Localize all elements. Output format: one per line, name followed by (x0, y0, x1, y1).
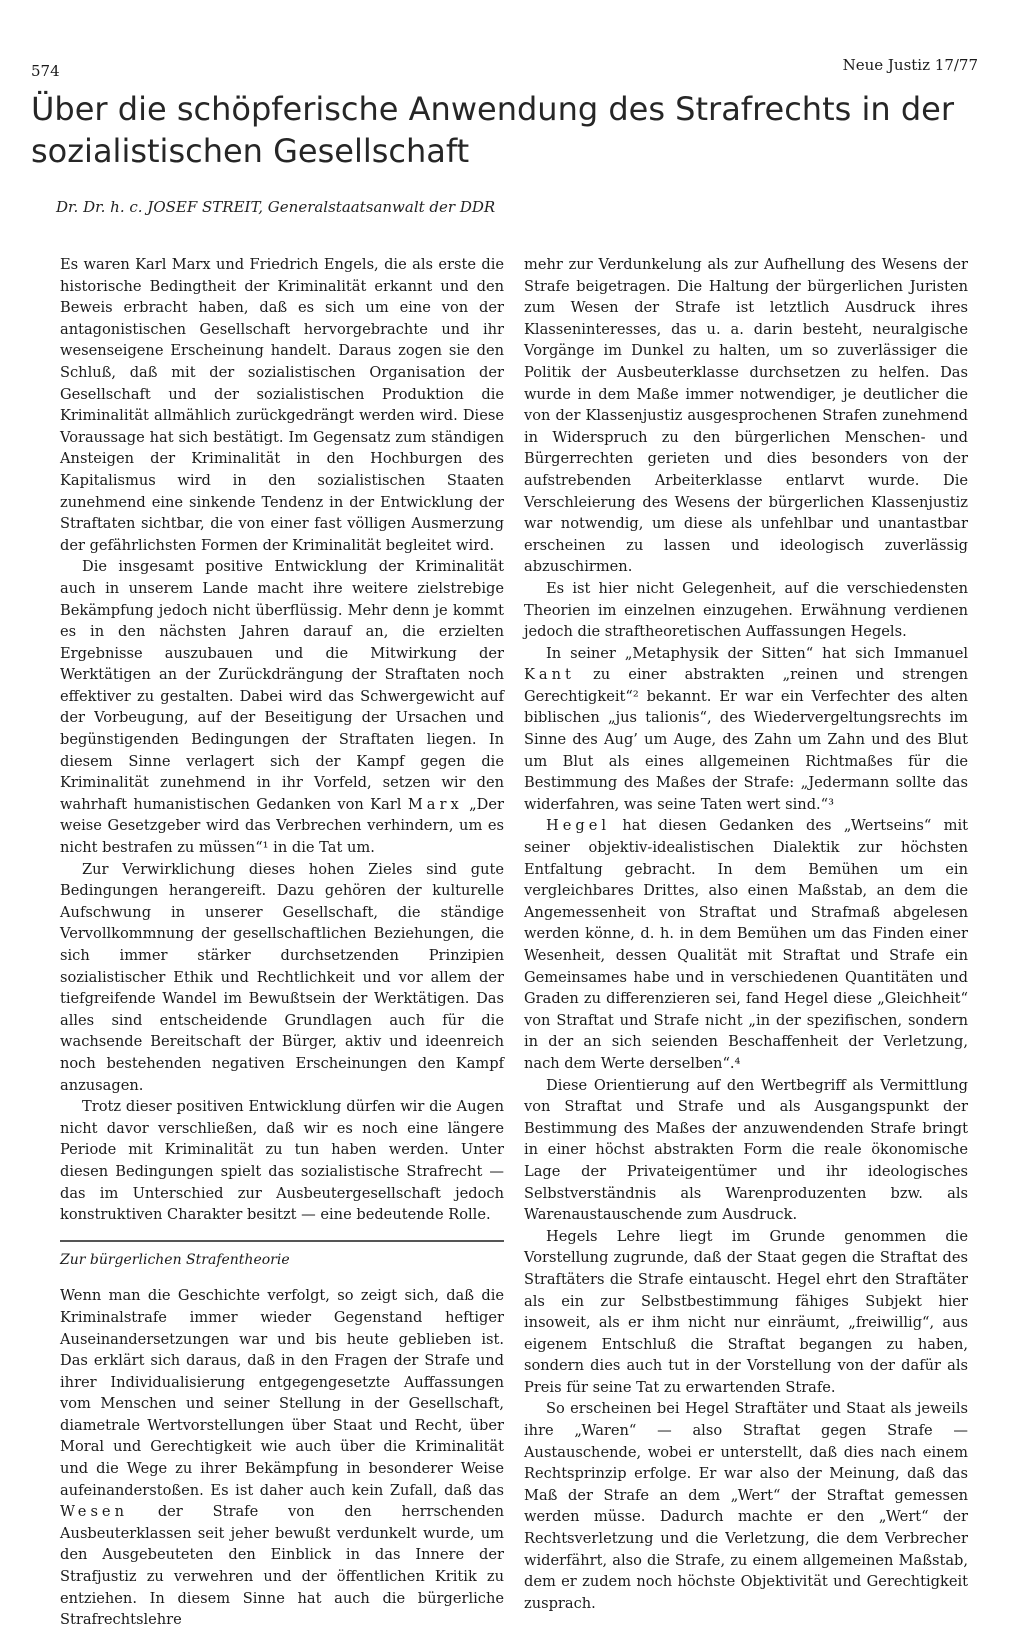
section-divider (60, 1240, 504, 1242)
article-title: Über die schöpferische Anwendung des Strafrechts in der sozialistischen Gesellschaft (31, 90, 954, 170)
paragraph: So erscheinen bei Hegel Straftäter und Staat als jeweils ihre „Waren“ — also Straftat gegen Strafe — Austauschende, wobei er unterstellt, daß dies nach einem Rechtsprinzip erfolge. Er war also der Meinung, daß das Maß der Strafe an dem „Wert“ der Straftat gemessen werden müsse. Dadurch machte er den „Wert“ der Rechtsverletzung und die Verletzung, die dem Verbrecher widerfährt, also die Strafe, zu einem allgemeinen Maßstab, dem er zudem noch höchste Objektivität und Gerechtigkeit zusprach. (524, 1400, 968, 1612)
paragraph: Die insgesamt positive Entwicklung der Kriminalität auch in unserem Lande macht ihre weitere zielstrebige Bekämpfung jedoch nicht überflüssig. Mehr denn je kommt es in den nächsten Jahren darauf an, die erzielten Ergebnisse auszubauen und die Mitwirkung der Werktätigen an der Zurückdrängung der Straftaten noch effektiver zu gestalten. Dabei wird das Schwergewicht auf der Vorbeugung, auf der Beseitigung der Ursachen und begünstigenden Bedingungen der Straftaten liegen. In diesem Sinne verlagert sich der Kampf gegen die Kriminalität zunehmend in ihr Vorfeld, setzen wir den wahrhaft humanistischen Gedanken von Karl Marx „Der weise Gesetzgeber wird das Verbrechen verhindern, um es nicht bestrafen zu müssen“¹ in die Tat um. (60, 558, 504, 857)
author-byline: Dr. Dr. h. c. JOSEF STREIT, Generalstaatsanwalt der DDR (56, 198, 496, 216)
spaced-name-hegel: Hegel (546, 817, 611, 835)
spaced-name-marx: Marx (407, 795, 463, 813)
paragraph: Es waren Karl Marx und Friedrich Engels, die als erste die historische Bedingtheit der Kriminalität erkannt und den Beweis erbracht haben, daß es sich um eine von der antagonistischen Gesellschaft hervorgebrachte und ihr wesenseigene Erscheinung handelt. Daraus zogen sie den Schluß, daß mit der sozialistischen Organisation der Gesellschaft und der sozialistischen Produktion die Kriminalität allmählich zurückgedrängt werden wird. Diese Voraussage hat sich bestätigt. Im Gegensatz zum ständigen Ansteigen der Kriminalität in den Hochburgen des Kapitalismus wird in den sozialistischen Staaten zunehmend eine sinkende Tendenz in der Entwicklung der Straftaten sichtbar, die von einer fast völligen Ausmerzung der gefährlichsten Formen der Kriminalität begleitet wird. (60, 256, 504, 554)
paragraph: Zur Verwirklichung dieses hohen Zieles sind gute Bedingungen herangereift. Dazu gehören der kulturelle Aufschwung in unserer Gesellschaft, die ständige Vervollkommnung der gesellschaftlichen Beziehungen, die sich immer stärker durchsetzenden Prinzipien sozialistischer Ethik und Rechtlichkeit und vor allem der tiefgreifende Wandel im Bewußtsein der Werktätigen. Das alles sind entscheidende Grundlagen auch für die wachsende Bereitschaft der Bürger, aktiv und ideenreich noch bestehenden negativen Erscheinungen den Kampf anzusagen. (60, 860, 504, 1094)
paragraph: In seiner „Metaphysik der Sitten“ hat sich Immanuel Kant zu einer abstrakten „reinen und strengen Gerechtigkeit“² bekannt. Er war ein Verfechter des alten biblischen „jus talionis“, des Wiedervergeltungsrechts im Sinne des Aug’ um Auge, des Zahn um Zahn und des Blut um Blut als eines allgemeinen Richtmaßes für die Bestimmung des Maßes der Strafe: „Jedermann sollte das widerfahren, was seine Taten wert sind.“³ (524, 644, 968, 813)
paragraph: Diese Orientierung auf den Wertbegriff als Vermittlung von Straftat und Strafe und als Ausgangspunkt der Bestimmung des Maßes der anzuwendenden Strafe bringt in einer höchst abstrakten Form die reale ökonomische Lage der Privateigentümer und ihr ideologisches Selbstverständnis als Warenproduzenten bzw. als Warenaustauschende zum Ausdruck. (524, 1076, 968, 1224)
spaced-name-kant: Kant (524, 666, 575, 684)
left-column (60, 254, 504, 1631)
paragraph: Hegel hat diesen Gedanken des „Wertseins“ mit seiner objektiv-idealistischen Dialektik zur höchsten Entfaltung gebracht. In dem Bemühen um ein vergleichbares Drittes, also einen Maßstab, an dem die Angemessenheit von Straftat und Strafmaß abgelesen werden könne, d. h. in dem Bemühen um das Finden einer Wesenheit, dessen Qualität mit Straftat und Strafe ein Gemeinsames habe und in verschiedenen Quantitäten und Graden zu differenzieren sei, fand Hegel diese „Gleichheit“ von Straftat und Strafe nicht „in der spezifischen, sondern in der an sich seienden Beschaffenheit der Verletzung, nach dem Werte derselben“.⁴ (524, 817, 968, 1072)
paragraph: Es ist hier nicht Gelegenheit, auf die verschiedensten Theorien im einzelnen einzugehen. Erwähnung verdienen jedoch die straftheoretischen Auffassungen Hegels. (524, 579, 968, 641)
paragraph: Wenn man die Geschichte verfolgt, so zeigt sich, daß die Kriminalstrafe immer wieder Gegenstand heftiger Auseinandersetzungen war und bis heute geblieben ist. Das erklärt sich daraus, daß in den Fragen der Strafe und ihrer Individualisierung entgegengesetzte Auffassungen vom Menschen und seiner Stellung in der Gesellschaft, diametrale Wertvorstellungen über Staat und Recht, über Moral und Gerechtigkeit wie auch über die Kriminalität und die Wege zu ihrer Bekämpfung in besonderer Weise aufeinanderstoßen. Es ist daher auch kein Zufall, daß das Wesen der Strafe von den herrschenden Ausbeuterklassen seit jeher bewußt verdunkelt wurde, um den Ausgebeuteten den Einblick in das Innere der Strafjustiz zu verwehren und der öffentlichen Kritik zu entziehen. In diesem Sinne hat auch die bürgerliche Strafrechtslehre (60, 1287, 504, 1629)
journal-reference: Neue Justiz 17/77 (842, 56, 978, 74)
paragraph: mehr zur Verdunkelung als zur Aufhellung des Wesens der Strafe beigetragen. Die Haltung der bürgerlichen Juristen zum Wesen der Strafe ist letztlich Ausdruck ihres Klasseninteresses, das u. a. darin besteht, neuralgische Vorgänge im Dunkel zu halten, um so zuverlässiger die Politik der Ausbeuterklasse durchsetzen zu helfen. Das wurde in dem Maße immer notwendiger, je deutlicher die von der Klassenjustiz ausgesprochenen Strafen zunehmend in Widerspruch zu den bürgerlichen Menschen- und Bürgerrechten gerieten und dies besonders von der aufstrebenden Arbeiterklasse entlarvt wurde. Die Verschleierung des Wesens der bürgerlichen Klassenjustiz war notwendig, um diese als unfehlbar und unantastbar erscheinen zu lassen und ideologisch zuverlässig abzuschirmen. (524, 256, 968, 576)
section-heading: Zur bürgerlichen Strafentheorie (60, 1251, 290, 1268)
paragraph: Hegels Lehre liegt im Grunde genommen die Vorstellung zugrunde, daß der Staat gegen die Straftat des Straftäters die Strafe eintauscht. Hegel ehrt den Straftäter als ein zur Selbstbestimmung fähiges Subjekt hier insoweit, als er ihm nicht nur einräumt, „freiwillig“, aus eigenem Entschluß die Straftat begangen zu haben, sondern dies auch tut in der Vorstellung von der dafür als Preis für seine Tat zu erwartenden Strafe. (524, 1227, 968, 1396)
paragraph: Trotz dieser positiven Entwicklung dürfen wir die Augen nicht davor verschließen, daß wir es noch eine längere Periode mit Kriminalität zu tun haben werden. Unter diesen Bedingungen spielt das sozialistische Strafrecht — das im Unterschied zur Ausbeutergesellschaft jedoch konstruktiven Charakter besitzt — eine bedeutende Rolle. (60, 1098, 504, 1224)
page-number: 574 (31, 62, 60, 80)
right-column (524, 254, 968, 1614)
spaced-word-wesen: Wesen (60, 1503, 128, 1521)
